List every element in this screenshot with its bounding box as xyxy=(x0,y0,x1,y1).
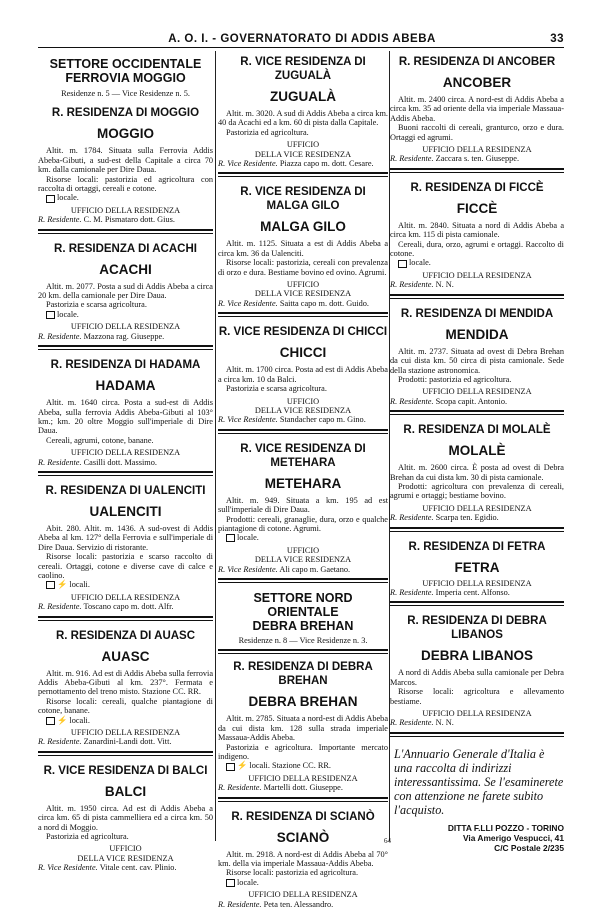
header-rule xyxy=(38,47,564,48)
section-rule xyxy=(390,601,564,603)
residence-name: CHICCI xyxy=(279,345,327,361)
resident: R. Residente. Scarpa ten. Egidio. xyxy=(390,513,499,523)
residence-heading: R. RESIDENZA DI MOGGIO xyxy=(51,107,200,120)
office-label: DELLA VICE RESIDENZA xyxy=(254,555,352,565)
resident: R. Vice Residente. Saitta capo m. dott. Guido. xyxy=(218,298,370,308)
residence-heading: R. RESIDENZA DI DEBRA LIBANOS xyxy=(407,615,547,642)
residence-services: locale. xyxy=(38,193,213,202)
residence-heading: R. RESIDENZA DI ACACHI xyxy=(54,242,197,255)
section-rule xyxy=(218,649,388,651)
residence-heading: R. RESIDENZA DI SCIANÒ xyxy=(231,810,375,823)
sector-counts: Residenze n. 5 — Vice Residenze n. 5. xyxy=(61,89,190,98)
residence-heading: R. RESIDENZA DI FICCÈ xyxy=(410,181,544,194)
residence-text: Altit. m. 1125. Situata a est di Addis Abeba a circa km. 36 da Ualenciti. xyxy=(218,239,388,258)
section-rule xyxy=(38,616,213,618)
envelope-icon xyxy=(226,534,235,542)
resident: R. Residente. C. M. Pismataro dott. Gius. xyxy=(38,215,175,225)
residence-text: Altit. m. 1700 circa. Posta ad est di Addis Abeba a circa km. 10 da Balci. xyxy=(218,365,388,384)
residence-heading: R. RESIDENZA DI DEBRA BREHAN xyxy=(233,661,373,688)
resident: R. Residente. Imperia cent. Alfonso. xyxy=(390,587,510,597)
header-title: A. O. I. - GOVERNATORATO DI ADDIS ABEBA xyxy=(168,33,436,45)
residence-text: Risorse locali: agricoltura e allevamento bestiame. xyxy=(390,687,564,706)
residence-heading: R. RESIDENZA DI MOLALÈ xyxy=(403,424,551,437)
residence-text: Altit. m. 2785. Situata a nord-est di Addis Abeba da cui dista km. 128 sulla strada imperiale Massaua-Addis Abeba. xyxy=(218,714,389,743)
section-rule xyxy=(218,429,388,431)
resident: R. Residente. Casilli dott. Massimo. xyxy=(38,457,157,467)
office-label: DELLA VICE RESIDENZA xyxy=(254,289,352,299)
residence-services: locale. xyxy=(218,533,388,542)
office-label: UFFICIO xyxy=(109,844,142,854)
sector-subtitle: DEBRA BREHAN xyxy=(252,618,354,633)
residence-text: Altit. m. 2840. Situata a nord di Addis Abeba a circa km. 115 di pista camionale. xyxy=(390,220,564,240)
residence-services: locale. xyxy=(38,310,213,319)
residence-services: ⚡ locali. Stazione CC. RR. xyxy=(218,761,388,770)
column-divider xyxy=(215,51,216,841)
residence-heading: R. RESIDENZA DI HADAMA xyxy=(50,359,201,372)
resident: R. Residente. Zaccara s. ten. Giuseppe. xyxy=(390,154,520,164)
office-label: UFFICIO xyxy=(286,280,320,290)
office-label: UFFICIO DELLA RESIDENZA xyxy=(248,773,358,783)
residence-name: MOGGIO xyxy=(97,126,154,142)
residence-text: A nord di Addis Abeba sulla camionale per Debra Marcos. xyxy=(390,668,564,687)
residence-name: MENDIDA xyxy=(445,326,509,342)
office-label: UFFICIO DELLA RESIDENZA xyxy=(422,709,532,718)
residence-text: Cereali, dura, orzo, agrumi e ortaggi. Raccolto di cotone. xyxy=(390,239,564,259)
office-label: UFFICIO DELLA RESIDENZA xyxy=(422,145,532,155)
resident: R. Residente. Mazzona rag. Giuseppe. xyxy=(38,331,165,341)
residence-text: Pastorizia ed agricoltura. xyxy=(226,127,309,137)
telegraph-icon: ⚡ xyxy=(57,715,68,725)
column-3 xyxy=(384,51,564,863)
sector-subtitle: FERROVIA MOGGIO xyxy=(65,71,186,85)
sector-title: SETTORE NORD ORIENTALE xyxy=(253,590,353,619)
residence-text: Risorse locali: pastorizia e scarso raccolto di cereali. Ortaggi, cotone e diverse cave di calce e caolino. xyxy=(38,552,213,580)
residence-text: Altit. m. 2918. A nord-est di Addis Abeba al 70° km. della via imperiale Massaua-Addis Abeba. xyxy=(218,849,388,869)
sector-title: SETTORE OCCIDENTALE xyxy=(49,57,202,71)
office-label: UFFICIO DELLA RESIDENZA xyxy=(248,890,358,900)
residence-name: ANCOBER xyxy=(442,75,512,90)
residence-heading: R. VICE RESIDENZA DI METEHARA xyxy=(240,442,366,469)
residence-name: FETRA xyxy=(454,559,500,575)
office-label: UFFICIO DELLA RESIDENZA xyxy=(70,728,181,738)
residence-heading: R. RESIDENZA DI ANCOBER xyxy=(398,56,556,68)
section-rule xyxy=(218,578,388,580)
resident: R. Vice Residente. Piazza capo m. dott. Cesare. xyxy=(218,159,374,169)
advertisement-footer xyxy=(384,822,564,863)
office-label: DELLA VICE RESIDENZA xyxy=(254,405,352,415)
section-rule xyxy=(38,471,213,473)
envelope-icon xyxy=(226,879,235,887)
residence-name: BALCI xyxy=(104,783,147,799)
resident: R. Residente. Scopa capit. Antonio. xyxy=(390,396,508,406)
residence-text: Cereali, agrumi, cotone, banane. xyxy=(46,435,154,445)
residence-text: Altit. m. 2737. Situata ad ovest di Debra Brehan da cui dista km. 50 circa di pista camionale. Sede della stazione astronomica. xyxy=(390,346,564,375)
office-label: UFFICIO DELLA RESIDENZA xyxy=(70,448,181,458)
resident: R. Residente. Peta ten. Alessandro. xyxy=(218,899,334,909)
ad-company: DITTA F.LLI POZZO - TORINO xyxy=(447,822,564,833)
envelope-icon xyxy=(398,260,407,268)
residence-heading: R. RESIDENZA DI FETRA xyxy=(408,540,546,553)
residence-text: Altit. m. 949. Situata a km. 195 ad est sull'imperiale di Dire Daua. xyxy=(218,495,388,515)
residence-name: UALENCITI xyxy=(89,503,162,519)
residence-name: AUASC xyxy=(101,648,150,664)
residence-name: MOLALÈ xyxy=(448,443,506,459)
office-label: UFFICIO DELLA RESIDENZA xyxy=(70,322,181,332)
residence-name: HADAMA xyxy=(95,378,156,394)
residence-name: MALGA GILO xyxy=(260,219,346,235)
telegraph-icon: ⚡ xyxy=(237,761,248,771)
advertisement-text: L'Annuario Generale d'Italia è una raccolta di indirizzi interessantissima. Se l'esaminerete con attenzione ne farete subito l'acquisto. xyxy=(394,746,564,817)
residence-text: Altit. m. 2600 circa. È posta ad ovest di Debra Brehan da cui dista km. 30 di pista camionale. xyxy=(390,463,564,482)
residence-text: Risorse locali: pastorizia ed agricoltura. xyxy=(226,868,359,878)
section-rule xyxy=(390,168,564,170)
residence-name: SCIANÒ xyxy=(276,829,330,845)
residence-text: Altit. m. 2400 circa. A nord-est di Addis Abeba a circa km. 35 ad oriente della via imperiale Massaua-Addis Abeba. xyxy=(390,95,564,123)
resident: R. Residente. N. N. xyxy=(390,718,454,728)
section-rule xyxy=(38,751,213,753)
envelope-icon xyxy=(226,763,235,771)
envelope-icon xyxy=(46,311,55,319)
residence-name: ZUGUALÀ xyxy=(270,89,336,104)
ad-postal-account: C/C Postale 2/235 xyxy=(494,842,564,853)
office-label: UFFICIO xyxy=(286,140,320,150)
residence-name: FICCÈ xyxy=(456,200,498,216)
section-rule xyxy=(390,410,564,412)
residence-text: Risorse locali: cereali, qualche piantagione di cotone, banane. xyxy=(38,696,213,716)
office-label: DELLA VICE RESIDENZA xyxy=(77,853,174,863)
office-label: UFFICIO DELLA RESIDENZA xyxy=(422,387,532,397)
residence-text: Pastorizia e scarsa agricoltura. xyxy=(46,300,147,310)
residence-text: Abit. 280. Altit. m. 1436. A sud-ovest di Addis Abeba al km. 127° della Ferrovia e sull'imperiale di Dire Daua. Servizio di ristorante. xyxy=(38,523,213,552)
residence-name: ACACHI xyxy=(99,261,152,277)
residence-text: Prodotti: cereali, granaglie, dura, orzo e qualche piantagione di cotone. Agrumi. xyxy=(218,514,388,533)
section-rule xyxy=(390,294,564,296)
section-rule xyxy=(218,172,388,174)
residence-services: locale. xyxy=(218,878,388,887)
office-label: UFFICIO xyxy=(286,545,320,555)
residence-text: Buoni raccolti di cereali, granturco, orzo e dura. Ortaggi ed agrumi. xyxy=(390,123,564,142)
telegraph-icon: ⚡ xyxy=(57,580,68,590)
section-rule xyxy=(38,229,213,231)
column-1 xyxy=(38,51,213,873)
office-label: UFFICIO DELLA RESIDENZA xyxy=(70,205,181,215)
sector-counts: Residenze n. 8 — Vice Residenze n. 3. xyxy=(238,635,368,645)
section-rule xyxy=(390,527,564,529)
residence-text: Altit. m. 1950 circa. Ad est di Addis Abeba a circa km. 65 di pista cammelliera ed a circa km. 50 a nord di Moggio. xyxy=(38,803,213,832)
residence-text: Altit. m. 2077. Posta a sud di Addis Abeba a circa 20 km. della camionale per Dire Daua. xyxy=(38,281,213,301)
office-label: UFFICIO DELLA RESIDENZA xyxy=(70,592,181,602)
residence-text: Prodotti: pastorizia ed agricoltura. xyxy=(398,374,512,384)
residence-services: ⚡ locali. xyxy=(38,580,213,589)
envelope-icon xyxy=(46,195,55,203)
office-label: UFFICIO DELLA RESIDENZA xyxy=(422,578,532,588)
residence-heading: R. VICE RESIDENZA DI CHICCI xyxy=(218,326,388,339)
envelope-icon xyxy=(46,717,55,725)
residence-heading: R. VICE RESIDENZA DI BALCI xyxy=(43,764,208,777)
residence-text: Altit. m. 1784. Situata sulla Ferrovia Addis Abeba-Gibuti, a sud-est della Capitale a circa 70 km. dalla camionale per Dire Daua. xyxy=(38,146,213,175)
resident: R. Residente. N. N. xyxy=(390,280,454,290)
residence-text: Altit. m. 916. Ad est di Addis Abeba sulla ferrovia Addis Abeba-Gibuti al km. 237°. Fermata e pernottamento del treno misto. Stazione CC. RR. xyxy=(38,668,213,697)
office-label: UFFICIO xyxy=(286,396,320,406)
resident: R. Residente. Zanardini-Landi dott. Vitt. xyxy=(38,737,172,747)
section-rule xyxy=(390,732,564,734)
page-header xyxy=(40,33,564,47)
residence-text: Risorse locali: pastorizia ed agricoltura con raccolta di ortaggi, cereali e cotone. xyxy=(38,174,213,194)
residence-heading: R. RESIDENZA DI UALENCITI xyxy=(45,484,206,497)
residence-text: Pastorizia e scarsa agricoltura. xyxy=(226,384,327,394)
residence-text: Altit. m. 1640 circa. Posta a sud-est di Addis Abeba, sulla ferrovia Addis Abeba-Gibuti al 103° km.; km. 20 oltre Moggio sull'imperiale di Dire Daua. xyxy=(38,398,213,436)
office-label: UFFICIO DELLA RESIDENZA xyxy=(422,270,532,280)
residence-heading: R. VICE RESIDENZA DI ZUGUALÀ xyxy=(240,56,366,82)
residence-name: DEBRA BREHAN xyxy=(248,694,358,710)
residence-text: Prodotti: agricoltura con prevalenza di cereali, agrumi e ortaggi; bestiame bovino. xyxy=(390,481,564,501)
page-number: 33 xyxy=(550,33,564,45)
residence-text: Altit. m. 3020. A sud di Addis Abeba a circa km. 40 da Acachi ed a km. 60 di pista dalla Capitale. xyxy=(218,109,388,128)
residence-services: ⚡ locali. xyxy=(38,716,213,725)
resident: R. Vice Residente. Standacher capo m. Gino. xyxy=(218,415,366,425)
residence-heading: R. RESIDENZA DI AUASC xyxy=(55,629,196,642)
office-label: DELLA VICE RESIDENZA xyxy=(254,149,352,159)
residence-text: Pastorizia e agricoltura. Importante mercato indigeno. xyxy=(218,742,388,761)
office-label: UFFICIO DELLA RESIDENZA xyxy=(422,503,532,513)
resident: R. Residente. Martelli dott. Giuseppe. xyxy=(218,783,343,793)
envelope-icon xyxy=(46,581,55,589)
residence-heading: R. VICE RESIDENZA DI MALGA GILO xyxy=(240,186,366,213)
residence-name: METEHARA xyxy=(264,475,342,491)
residence-text: Risorse locali: pastorizia, cereali con prevalenza di orzo e dura. Bestiame bovino ed ovino. Agrumi. xyxy=(218,258,388,277)
residence-name: DEBRA LIBANOS xyxy=(420,648,533,664)
ad-address: Via Amerigo Vespucci, 41 xyxy=(462,832,564,843)
ad-page-number: 64 xyxy=(384,836,391,845)
resident: R. Residente. Toscano capo m. dott. Alfr. xyxy=(38,602,174,612)
residence-text: Pastorizia ed agricoltura. xyxy=(46,832,129,842)
section-rule xyxy=(218,797,388,799)
resident: R. Vice Residente. Vitale cent. cav. Plinio. xyxy=(38,863,177,873)
resident: R. Vice Residente. Ali capo m. Gaetano. xyxy=(218,564,351,574)
residence-services: locale. xyxy=(390,258,564,267)
residence-heading: R. RESIDENZA DI MENDIDA xyxy=(400,307,554,320)
section-rule xyxy=(218,312,388,314)
section-rule xyxy=(38,345,213,347)
column-2 xyxy=(218,51,388,909)
